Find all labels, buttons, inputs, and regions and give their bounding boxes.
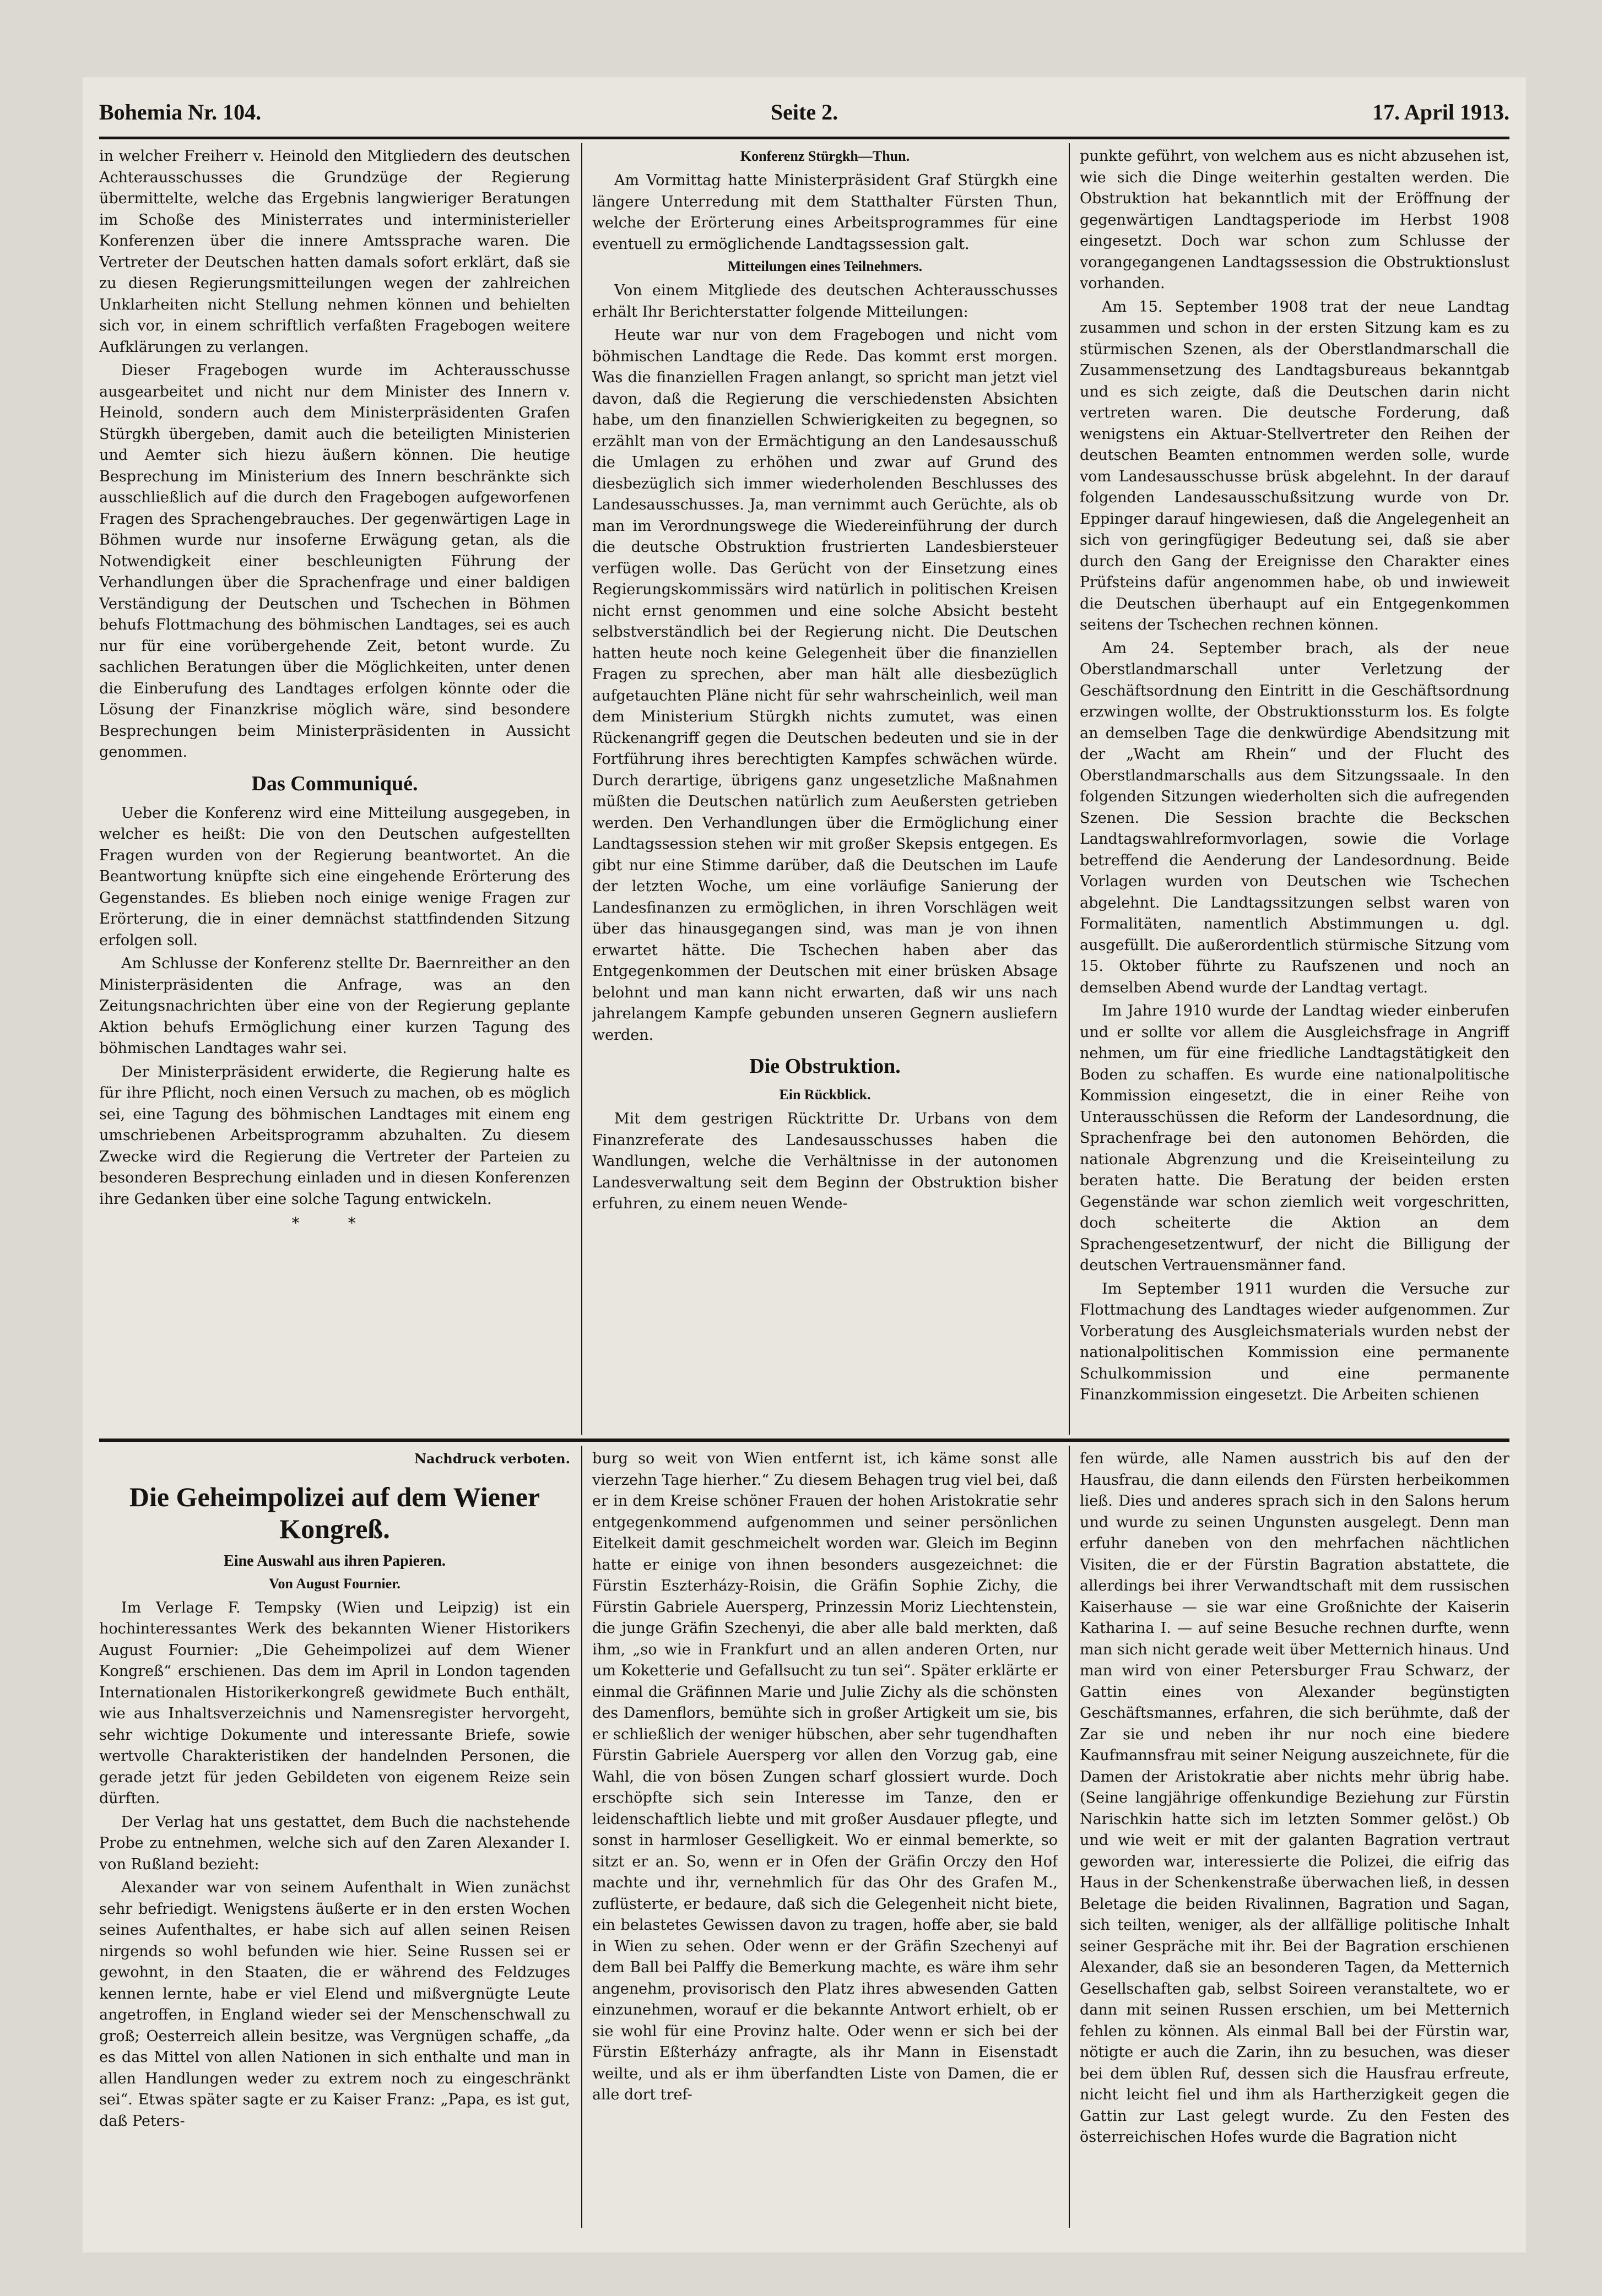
paragraph: burg so weit von Wien entfernt ist, ich käme sonst alle vierzehn Tage hierher.“ Zu diesem Behagen trug viel bei, daß er in dem Kreise schöner Frauen der hohen Aristokratie sehr entgegenkommend aufgenommen und seiner persönlichen Eitelkeit damit geschmeichelt worden war. Gleich im Beginn hatte er einige von ihnen besonders ausgezeichnet: die Fürstin Eszterházy-Roisin, die Gräfin Sophie Zichy, die Fürstin Gabriele Auersperg, Prinzessin Moriz Liechtenstein, die junge Gräfin Szechenyi, die aber alle bald merkten, daß ihm, „so wie in Frankfurt und an allen anderen Orten, nur um Koketterie und Gefallsucht zu tun sei“. Später erklärte er einmal die Gräfinnen Marie und Julie Zichy als die schönsten des Damenflors, bemühte sich in großer Artigkeit um sie, bis er schließlich der weniger hübschen, aber sehr tugendhaften Fürstin Gabriele Auersperg vor allen den Vorzug gab, eine Wahl, die von bösen Zungen scharf glossiert wurde. Doch erschöpfte sich sein Interesse im Tanze, den er leidenschaftlich liebte und mit großer Ausdauer pflegte, und sonst in harmloser Geselligkeit. Wo er einmal bemerkte, so sitzt er an. So, wenn er in Ofen der Gräfin Orczy den Hof machte und ihr, vernehmlich für das Ohr des Grafen M., zuflüsterte, er bedaure, daß sich die Gelegenheit nicht biete, ein belastetes Gewissen davon zu tragen, hoffe aber, sie bald in Wien zu sehen. Oder wenn er der Gräfin Szechenyi auf dem Ball bei Palffy die Bemerkung machte, es wäre ihm sehr angenehm, provisorisch den Platz ihres abwesenden Gatten einzunehmen, worauf er die bekannte Antwort erhielt, ob er sie wohl für eine Provinz halte. Oder wenn er sich bei der Fürstin Eßterházy anfragte, als ihr Mann in Eisenstadt weilte, und als er ihm überfandten Liste von Damen, die er alle dort tref- (592, 1450, 1058, 2103)
reprint-notice: Nachdruck verboten. (414, 1451, 570, 1467)
section-divider (99, 1439, 1509, 1442)
paragraph: Im September 1911 wurden die Versuche zur Flottmachung des Landtages wieder aufgenommen. Zur Vorberatung des Ausgleichsmaterials wurden nebst der nationalpolitischen Kommission eine permanente Schulkommission und eine permanente Finanzkommission eingesetzt. Die Arbeiten schienen (1080, 1280, 1509, 1403)
paragraph: Am Vormittag hatte Ministerpräsident Graf Stürgkh eine längere Unterredung mit dem Statthalter Fürsten Thun, welche der Erörterung eines Arbeitsprogrammes für eine eventuell zu ermöglichende Landtagssession galt. (592, 172, 1058, 253)
paragraph: Der Verlag hat uns gestattet, dem Buch die nachstehende Probe zu entnehmen, welche sich auf den Zaren Alexander I. von Rußland bezieht: (99, 1813, 570, 1873)
section-stars: * * (291, 1215, 378, 1232)
page-header (99, 99, 1509, 138)
feature-title: Die Geheimpolizei auf dem Wiener Kongreß. (129, 1481, 540, 1544)
paragraph: Der Ministerpräsident erwiderte, die Regierung halte es für ihre Pflicht, noch einen Versuch zu machen, ob es möglich sei, eine Tagung des böhmischen Landtages mit einem eng umschriebenen Arbeitsprogramm abzuhalten. Zu diesem Zwecke wird die Regierung die Vertreter der Parteien zu besonderen Besprechung einladen und in diesen Konferenzen ihre Gedanken über eine solche Tagung entwickeln. (99, 1063, 570, 1208)
top-column-2 (592, 146, 1058, 1432)
column-divider (581, 143, 582, 1435)
paragraph: Alexander war von seinem Aufenthalt in Wien zunächst sehr befriedigt. Wenigstens äußerte er in den ersten Wochen seines Aufenthaltes, er habe sich auf allen seinen Reisen nirgends so wohl befunden wie hier. Seine Russen sei er gewohnt, in den Staaten, die er während des Feldzuges kennen lernte, habe er viel Elend und mißvergnügte Leute angetroffen, in England wieder sei der Menschenschwall zu groß; Oesterreich allein besitze, was Vergnügen schaffe, „da es das Mittel von allen Nationen in sich enthalte und man in allen Handlungen weder zu extrem noch zu eingeschränkt sei“. Etwas später sagte er zu Kaiser Franz: „Papa, es ist gut, daß Peters- (99, 1879, 570, 2130)
paragraph: Mit dem gestrigen Rücktritte Dr. Urbans von dem Finanzreferate des Landesausschusses haben die Wandlungen, welche die Verhältnisse in der autonomen Landesverwaltung seit dem Beginn der Obstruktion bisher erfuhren, zu einem neuen Wende- (592, 1110, 1058, 1212)
paragraph: Dieser Fragebogen wurde im Achterausschusse ausgearbeitet und nicht nur dem Minister des Innern v. Heinold, sondern auch dem Ministerpräsidenten Grafen Stürgkh übergeben, damit auch die beteiligten Ministerien und Aemter sich hiezu äußern können. Die heutige Besprechung im Ministerium des Innern beschränkte sich ausschließlich auf die durch den Fragebogen aufgeworfenen Fragen des Sprachengebrauches. Der gegenwärtigen Lage in Böhmen wurde nur insoferne Erwägung getan, als die Notwendigkeit einer beschleunigten Führung der Verhandlungen über die Sprachenfrage und einer baldigen Verständigung der Deutschen und Tschechen in Böhmen behufs Flottmachung des böhmischen Landtages, sei es auch nur für eine vorübergehende Zeit, betont wurde. Zu sachlichen Beratungen über die Möglichkeiten, unter denen die Einberufung des Landtages erfolgen könnte oder die Lösung der Finanzkrise möglich wäre, sind besondere Besprechungen beim Ministerpräsidenten in Aussicht genommen. (99, 362, 570, 761)
section-heading: Mitteilungen eines Teilnehmers. (727, 258, 923, 274)
article-heading: Die Obstruktion. (749, 1055, 901, 1078)
paragraph: in welcher Freiherr v. Heinold den Mitgliedern des deutschen Achterausschusses die Grundzüge der Regierung übermittelte, welche das Ergebnis langwieriger Beratungen im Schoße des Ministerrates und interministerieller Konferenzen über die innere Amtssprache waren. Die Vertreter der Deutschen hatten damals sofort erklärt, daß sie zu diesen Regierungsmitteilungen wegen der zahlreichen Unklarheiten nicht Stellung nehmen können und behielten sich vor, in einem schriftlich verfaßten Fragebogen weitere Aufklärungen zu verlangen. (99, 148, 570, 356)
newspaper-page (83, 77, 1526, 2252)
feature-author: Von August Fournier. (269, 1575, 400, 1592)
column-divider (1069, 143, 1070, 1435)
paragraph: Im Jahre 1910 wurde der Landtag wieder einberufen und er sollte vor allem die Ausgleichsfrage in Angriff nehmen, um für eine friedliche Landtagstätigkeit den Boden zu schaffen. Es wurde eine nationalpolitische Kommission eingesetzt, die in einer Reihe von Unterausschüssen die Reform der Landesordnung, die Sprachenfrage bei den autonomen Behörden, die nationale Abgrenzung und die Kreiseinteilung zu beraten hatte. Die Beratung der beiden ersten Gegenstände war schon ziemlich weit vorgeschritten, doch scheiterte die Aktion an dem Sprachengesetzentwurf, der nicht die Billigung der deutschen Vertrauensmänner fand. (1080, 1002, 1509, 1274)
paragraph: fen würde, alle Namen ausstrich bis auf den der Hausfrau, die dann eilends den Fürsten herbeikommen ließ. Dies und anderes sprach sich in den Salons herum und wurde zu seinen Ungunsten ausgelegt. Denn man erfuhr daneben von den mehrfachen nächtlichen Visiten, die er der Fürstin Bagration abstattete, die allerdings bei ihrer Verwandtschaft mit dem russischen Kaiserhause — sie war eine Großnichte der Kaiserin Katharina I. — auf seine Besuche rechnen durfte, wenn man sich nicht gerade weit über Metternich hinaus. Und man wird von einer Petersburger Frau Schwarz, der Gattin eines von Alexander begünstigten Geschäftsmannes, erfahren, die sich berühmte, daß der Zar sie und neben ihr nur noch eine biedere Kaufmannsfrau mit seiner Neigung auszeichnete, für die Damen der Aristokratie aber nichts mehr übrig habe. (Seine langjährige offenkundige Beziehung zur Fürstin Narischkin hatte sich im letzten Sommer gelöst.) Ob und wie weit er mit der galanten Bagration vertraut geworden war, interessierte die Polizei, die eifrig das Haus in der Schenkenstraße überwachen ließ, in dessen Beletage die beiden Rivalinnen, Bagration und Sagan, sich teilten, weniger, als der allfällige politische Inhalt seiner Gespräche mit ihr. Bei der Bagration erschienen Alexander, daß sie an besonderen Tagen, da Metternich Gesellschaften gab, selbst Soireen veranstaltete, wo er dann mit seinen Russen erschien, um bei Metternich fehlen zu können. Als einmal Ball bei der Fürstin war, nötigte er auch die Zarin, ihn zu besuchen, was dieser bei dem üblen Ruf, dessen sich die Hausfrau erfreute, nicht leicht fiel und ihm als Hartherzigkeit gegen die Gattin zur Last gelegt wurde. Zu den Festen des österreichischen Hofes wurde die Bagration nicht (1080, 1450, 1509, 2146)
bottom-column-2 (592, 1448, 1058, 2230)
section-heading: Konferenz Stürgkh—Thun. (740, 148, 910, 164)
column-divider (1069, 1446, 1070, 2228)
bottom-column-1 (99, 1448, 570, 2230)
paragraph: punkte geführt, von welchem aus es nicht abzusehen ist, wie sich die Dinge weiterhin gestalten werden. Die Obstruktion hat bekanntlich mit der Eröffnung der gegenwärtigen Landtagsperiode im Herbst 1908 eingesetzt. Doch war schon zum Schlusse der vorangegangenen Landtagssession die Obstruktionslust vorhanden. (1080, 148, 1509, 292)
paragraph: Am Schlusse der Konferenz stellte Dr. Baernreither an den Ministerpräsidenten die Anfrage, was an den Zeitungsnachrichten über eine von der Regierung geplante Aktion behufs Ermöglichung einer kurzen Tagung des böhmischen Landtages wahr sei. (99, 955, 570, 1057)
paragraph: Heute war nur von dem Fragebogen und nicht vom böhmischen Landtage die Rede. Das kommt erst morgen. Was die finanziellen Fragen anlangt, so spricht man jetzt viel davon, daß die Regierung die verschiedensten Absichten habe, um den finanziellen Schwierigkeiten zu begegnen, so erzählt man von der Ermächtigung an den Landesausschuß die Umlagen zu erhöhen und zwar auf Grund des diesbezüglich sich immer wiederholenden Beschlusses des Landesausschusses. Ja, man vernimmt auch Gerüchte, als ob man im Verordnungswege die Wiedereinführung der durch die deutsche Obstruktion frustrierten Landesbiersteuer verfügen wolle. Das Gerücht von der Einsetzung eines Regierungskommissärs wird natürlich in politischen Kreisen nicht ernst genommen und eine solche Absicht besteht selbstverständlich bei der Regierung nicht. Die Deutschen hatten heute noch keine Gelegenheit über die finanziellen Fragen zu sprechen, aber man hält alle diesbezüglich aufgetauchten Pläne nicht für sehr wahrscheinlich, weil man dem Ministerium Stürgkh nichts zumutet, was einen Rückenangriff gegen die Deutschen bedeuten und sie in der Fortführung ihres berechtigten Kampfes schwächen würde. Durch derartige, übrigens ganz ungesetzliche Maßnahmen müßten die Deutschen natürlich zum Aeußersten getrieben werden. Den Verhandlungen über die Ermöglichung einer Landtagssession stehen wir mit großer Skepsis entgegen. Es gibt nur eine Stimme darüber, daß die Deutschen im Laufe der letzten Woche, um eine vorläufige Sanierung der Landesfinanzen zu ermöglichen, in ihren Vorschlägen weit über das hinausgegangen sind, was man je von ihnen erwartet hätte. Die Tschechen haben aber das Entgegenkommen der Deutschen mit einer brüsken Absage belohnt und man kann nicht erwarten, daß wir uns nach jahrelangem Kampfe gebunden unseren Gegnern ausliefern werden. (592, 327, 1058, 1044)
top-column-1 (99, 146, 570, 1432)
paragraph: Von einem Mitgliede des deutschen Achterausschusses erhält Ihr Berichterstatter folgende Mitteilungen: (592, 282, 1058, 321)
header-rule (99, 137, 1509, 139)
issue-label: Bohemia Nr. 104. (99, 100, 262, 124)
feature-subtitle: Eine Auswahl aus ihren Papieren. (224, 1552, 446, 1570)
column-divider (581, 1446, 582, 2228)
issue-date: 17. April 1913. (1372, 100, 1509, 124)
paragraph: Am 24. September brach, als der neue Oberstlandmarschall unter Verletzung der Geschäftsordnung den Eintritt in die Geschäftsordnung erzwingen wollte, der Obstruktionssturm los. Es folgte an demselben Tage die denkwürdige Abendsitzung mit der „Wacht am Rhein“ und der Flucht des Oberstlandmarschalls aus dem Sitzungssaale. In den folgenden Sitzungen wiederholten sich die aufregenden Szenen. Die Session brachte die Beckschen Landtagswahlreformvorlagen, sowie die Vorlage betreffend die Aenderung der Landesordnung. Beide Vorlagen wurden von Deutschen wie Tschechen abgelehnt. Die Landtagssitzungen selbst waren von Formalitäten, namentlich Abstimmungen u. dgl. ausgefüllt. Die außerordentlich stürmische Sitzung vom 15. Oktober führte zu Raufszenen und noch an demselben Abend wurde der Landtag vertagt. (1080, 639, 1509, 996)
section-heading: Das Communiqué. (251, 772, 418, 795)
paragraph: Im Verlage F. Tempsky (Wien und Leipzig) ist ein hochinteressantes Werk des bekannten Wiener Historikers August Fournier: „Die Geheimpolizei auf dem Wiener Kongreß“ erschienen. Das dem im April in London tagenden Internationalen Historikerkongreß gewidmete Buch enthält, wie aus Inhaltsverzeichnis und Namensregister hervorgeht, sehr wichtige Dokumente und interessante Briefe, sowie wertvolle Charakteristiken der handelnden Personen, die gerade jetzt für jeden Gebildeten von eigenem Reize sein dürften. (99, 1599, 570, 1807)
bottom-column-3 (1080, 1448, 1509, 2230)
paragraph: Am 15. September 1908 trat der neue Landtag zusammen und schon in der ersten Sitzung kam es zu stürmischen Szenen, als der Oberstlandmarschall die Zusammensetzung des Landtagsbureaus bekanntgab und es sich zeigte, daß die Deutschen darin nicht vertreten waren. Die deutsche Forderung, daß wenigstens ein Aktuar-Stellvertreter den Reihen der deutschen Beamten entnommen werden solle, wurde vom Landesausschusse brüsk abgelehnt. In der darauf folgenden Landesausschußsitzung wurde von Dr. Eppinger darauf hingewiesen, daß die Angelegenheit an sich von geringfügiger Bedeutung sei, daß sie aber durch den Gang der Ereignisse den Charakter eines Prüfsteins dafür angenommen habe, ob und inwieweit die Deutschen überhaupt auf ein Entgegenkommen seitens der Tschechen rechnen können. (1080, 298, 1509, 633)
page-number: Seite 2. (770, 100, 838, 124)
top-column-3 (1080, 146, 1509, 1432)
paragraph: Ueber die Konferenz wird eine Mitteilung ausgegeben, in welcher es heißt: Die von den Deutschen aufgestellten Fragen wurden von der Regierung beantwortet. An die Beantwortung knüpfte sich eine eingehende Erörterung des Gegenstandes. Es blieben noch einige wenige Fragen zur Erörterung, die in einer demnächst stattfindenden Sitzung erfolgen soll. (99, 804, 570, 949)
article-subheading: Ein Rückblick. (779, 1087, 871, 1103)
